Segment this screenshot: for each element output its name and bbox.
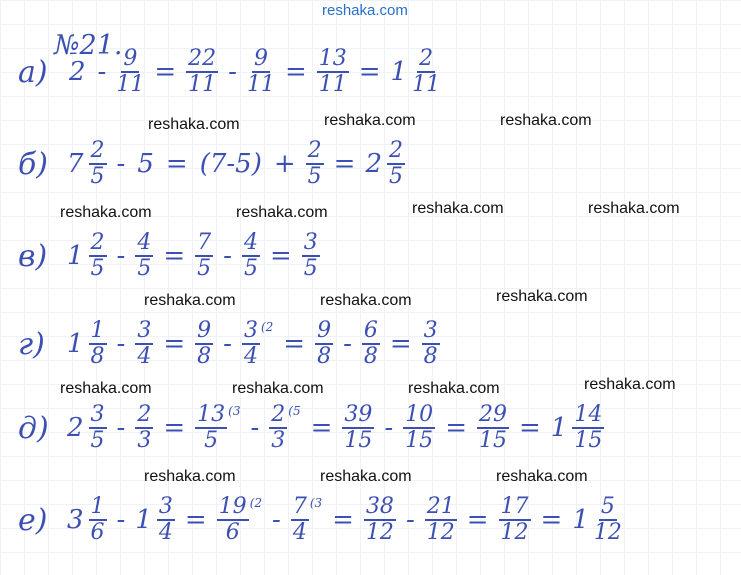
fraction-numerator: 3 (158, 494, 173, 519)
operator: - (116, 149, 126, 179)
fraction (412, 48, 440, 96)
fraction (477, 404, 509, 452)
fraction-numerator: 3 (243, 318, 258, 343)
fraction-denominator: 5 (303, 256, 318, 281)
equation-label: а) (18, 54, 48, 90)
operator: - (97, 57, 107, 87)
fraction-term (422, 320, 440, 368)
fraction-denominator: 5 (204, 428, 219, 453)
watermark: reshaka.com (320, 292, 412, 309)
equation-row (18, 320, 443, 368)
fraction-denominator: 11 (318, 72, 347, 97)
whole-part: 1 (67, 329, 84, 359)
fraction-denominator: 6 (225, 520, 240, 545)
fraction-term (195, 320, 213, 368)
fraction-term (315, 320, 333, 368)
fraction (291, 496, 309, 544)
operator: = (445, 413, 467, 443)
fraction (89, 320, 107, 368)
fraction (116, 48, 144, 96)
fraction-term (195, 232, 213, 280)
fraction-numerator: 7 (197, 230, 212, 255)
operator: = (310, 413, 333, 443)
fraction-term (135, 232, 153, 280)
fraction-denominator: 15 (405, 428, 434, 453)
operator: = (389, 329, 412, 359)
whole-part: 7 (67, 149, 84, 179)
fraction-numerator: 13 (197, 402, 226, 427)
number: (7-5) (199, 149, 262, 179)
fraction-numerator: 7 (292, 494, 307, 519)
fraction-denominator: 5 (307, 164, 322, 189)
problem-number: №21. (54, 30, 123, 61)
fraction-numerator: 4 (137, 230, 152, 255)
mixed-number (391, 48, 441, 96)
fraction (306, 140, 324, 188)
fraction-term (317, 48, 349, 96)
fraction (387, 140, 405, 188)
fraction-numerator: 2 (137, 402, 152, 427)
fraction-numerator: 9 (123, 46, 138, 71)
operator: = (165, 149, 188, 179)
fraction-denominator: 11 (116, 72, 145, 97)
fraction (247, 48, 275, 96)
fraction-term (425, 496, 457, 544)
watermark: reshaka.com (588, 200, 680, 217)
watermark: reshaka.com (324, 112, 416, 129)
fraction-numerator: 39 (344, 402, 373, 427)
fraction (89, 496, 107, 544)
fraction-term (217, 496, 262, 544)
fraction (135, 232, 153, 280)
fraction (242, 232, 260, 280)
operator: - (116, 329, 126, 359)
fraction (317, 48, 349, 96)
fraction-denominator: 4 (243, 344, 258, 369)
fraction-numerator: 6 (363, 318, 378, 343)
watermark: reshaka.com (412, 200, 504, 217)
whole-part: 1 (550, 413, 568, 443)
fraction-denominator: 3 (137, 428, 152, 453)
watermark: reshaka.com (408, 380, 500, 397)
fraction (403, 404, 435, 452)
fraction (342, 404, 374, 452)
fraction-denominator: 4 (137, 344, 152, 369)
fraction-denominator: 5 (90, 256, 105, 281)
equation-label: д) (18, 410, 49, 446)
fraction-term (135, 404, 153, 452)
whole-part: 1 (67, 241, 84, 271)
fraction (269, 404, 287, 452)
fraction-numerator: 2 (388, 138, 403, 163)
fraction-numerator: 1 (90, 494, 105, 519)
operator: = (163, 241, 186, 271)
extra-factor-note: (3 (228, 404, 241, 418)
fraction (362, 320, 380, 368)
operator: = (518, 413, 541, 443)
operator: - (116, 505, 126, 535)
fraction-denominator: 12 (500, 520, 529, 545)
fraction-denominator: 11 (246, 72, 275, 97)
whole-part: 3 (67, 505, 84, 535)
fraction-numerator: 9 (317, 318, 332, 343)
fraction-term (242, 320, 273, 368)
operator: - (228, 57, 237, 87)
fraction (89, 140, 107, 188)
operator: - (405, 505, 415, 535)
fraction (425, 496, 457, 544)
operator: - (343, 329, 352, 359)
operator: - (250, 413, 260, 443)
mixed-number (67, 232, 107, 280)
operator: - (116, 241, 126, 271)
fraction-term (364, 496, 396, 544)
fraction-numerator: 3 (303, 230, 318, 255)
watermark: reshaka.com (496, 468, 588, 485)
operator: = (184, 505, 207, 535)
fraction-denominator: 12 (593, 520, 622, 545)
fraction (422, 320, 440, 368)
fraction-denominator: 8 (317, 344, 332, 369)
whole-part: 1 (572, 505, 589, 535)
fraction-denominator: 5 (137, 256, 152, 281)
fraction-denominator: 5 (388, 164, 403, 189)
fraction-term (306, 140, 324, 188)
fraction-term (499, 496, 531, 544)
operator: - (272, 505, 281, 535)
operator: = (332, 505, 354, 535)
fraction (242, 320, 260, 368)
operator: = (466, 505, 489, 535)
fraction-numerator: 10 (405, 402, 434, 427)
operator: - (116, 413, 126, 443)
fraction-denominator: 12 (365, 520, 394, 545)
fraction-numerator: 4 (243, 230, 258, 255)
fraction (195, 232, 213, 280)
extra-factor-note: (3 (309, 496, 323, 510)
watermark: reshaka.com (144, 468, 236, 485)
fraction (89, 232, 107, 280)
fraction-numerator: 22 (188, 46, 217, 71)
operator: = (540, 505, 563, 535)
fraction-numerator: 13 (318, 46, 347, 71)
watermark: reshaka.com (236, 204, 328, 221)
watermark: reshaka.com (500, 112, 592, 129)
extra-factor-note: (2 (249, 496, 263, 510)
equation-label: б) (18, 146, 49, 182)
fraction-denominator: 8 (197, 344, 212, 369)
equation-row (18, 496, 625, 544)
number: 5 (137, 149, 154, 179)
extra-factor-note: (2 (260, 320, 274, 334)
fraction-term (135, 320, 153, 368)
fraction (572, 404, 604, 452)
fraction-denominator: 5 (90, 164, 105, 189)
fraction-denominator: 15 (344, 428, 373, 453)
equation-row (18, 404, 607, 452)
fraction-numerator: 2 (271, 402, 286, 427)
operator: = (333, 149, 356, 179)
fraction-numerator: 9 (197, 318, 212, 343)
fraction-denominator: 11 (412, 72, 441, 97)
fraction-denominator: 12 (426, 520, 455, 545)
whole-part: 2 (67, 413, 84, 443)
operator: - (223, 241, 232, 271)
operator: = (358, 57, 381, 87)
fraction (135, 320, 153, 368)
fraction-denominator: 4 (158, 520, 173, 545)
watermark: reshaka.com (148, 116, 240, 133)
fraction-numerator: 14 (574, 402, 603, 427)
operator: - (384, 413, 394, 443)
fraction-term (269, 404, 300, 452)
fraction-numerator: 3 (423, 318, 438, 343)
fraction-numerator: 21 (426, 494, 455, 519)
fraction-numerator: 17 (500, 494, 529, 519)
equation-label: г) (18, 326, 45, 362)
equation-label: е) (18, 502, 48, 538)
mixed-number (67, 404, 107, 452)
watermark: reshaka.com (232, 380, 324, 397)
equation-label: в) (18, 238, 48, 274)
fraction-denominator: 4 (292, 520, 307, 545)
fraction-term (342, 404, 374, 452)
fraction-numerator: 2 (307, 138, 322, 163)
fraction (594, 496, 622, 544)
fraction-term (195, 404, 240, 452)
fraction-denominator: 5 (197, 256, 212, 281)
fraction-denominator: 3 (271, 428, 286, 453)
operator: = (163, 413, 186, 443)
fraction-numerator: 2 (419, 46, 434, 71)
fraction-term (116, 48, 144, 96)
watermark: reshaka.com (144, 292, 236, 309)
watermark: reshaka.com (60, 204, 152, 221)
operator: - (223, 329, 232, 359)
watermark: reshaka.com (60, 380, 152, 397)
mixed-number (551, 404, 605, 452)
fraction-numerator: 3 (137, 318, 152, 343)
fraction-denominator: 5 (243, 256, 258, 281)
fraction (157, 496, 175, 544)
fraction-denominator: 15 (574, 428, 603, 453)
fraction-denominator: 6 (90, 520, 105, 545)
whole-part: 2 (365, 149, 382, 179)
equation-row (18, 140, 408, 188)
number: 2 (69, 57, 86, 87)
mixed-number (572, 496, 622, 544)
fraction (195, 404, 227, 452)
watermark: reshaka.com (496, 288, 588, 305)
site-header-link[interactable]: reshaka.com (322, 2, 408, 19)
equation-row (18, 232, 323, 280)
fraction-numerator: 38 (365, 494, 394, 519)
fraction-numerator: 5 (600, 494, 615, 519)
fraction (217, 496, 249, 544)
fraction-term (362, 320, 380, 368)
fraction-denominator: 5 (90, 428, 105, 453)
operator: + (273, 149, 296, 179)
fraction-term (291, 496, 322, 544)
fraction-numerator: 9 (253, 46, 268, 71)
fraction-term (247, 48, 275, 96)
extra-factor-note: (5 (288, 404, 301, 418)
fraction-numerator: 1 (90, 318, 105, 343)
fraction-denominator: 15 (478, 428, 507, 453)
watermark: reshaka.com (584, 376, 676, 393)
operator: = (154, 57, 177, 87)
fraction (186, 48, 218, 96)
fraction-numerator: 19 (218, 494, 247, 519)
whole-part: 1 (135, 505, 152, 535)
fraction-denominator: 8 (90, 344, 105, 369)
operator: = (163, 329, 186, 359)
fraction-numerator: 3 (90, 402, 105, 427)
operator: = (283, 329, 306, 359)
mixed-number (135, 496, 175, 544)
fraction-numerator: 2 (90, 230, 105, 255)
mixed-number (67, 320, 107, 368)
fraction (499, 496, 531, 544)
fraction-numerator: 29 (478, 402, 507, 427)
mixed-number (365, 140, 405, 188)
fraction-term (186, 48, 218, 96)
equation-row (18, 48, 443, 96)
watermark: reshaka.com (320, 468, 412, 485)
fraction (89, 404, 107, 452)
fraction-denominator: 8 (423, 344, 438, 369)
fraction-denominator: 8 (363, 344, 378, 369)
fraction (315, 320, 333, 368)
whole-part: 1 (390, 57, 408, 87)
fraction-denominator: 11 (188, 72, 217, 97)
fraction-term (477, 404, 509, 452)
fraction (195, 320, 213, 368)
mixed-number (67, 140, 107, 188)
operator: = (284, 57, 307, 87)
mixed-number (67, 496, 107, 544)
fraction-term (302, 232, 320, 280)
fraction (302, 232, 320, 280)
fraction (364, 496, 396, 544)
fraction-numerator: 2 (90, 138, 105, 163)
operator: = (269, 241, 292, 271)
fraction-term (403, 404, 435, 452)
fraction-term (242, 232, 260, 280)
fraction (135, 404, 153, 452)
